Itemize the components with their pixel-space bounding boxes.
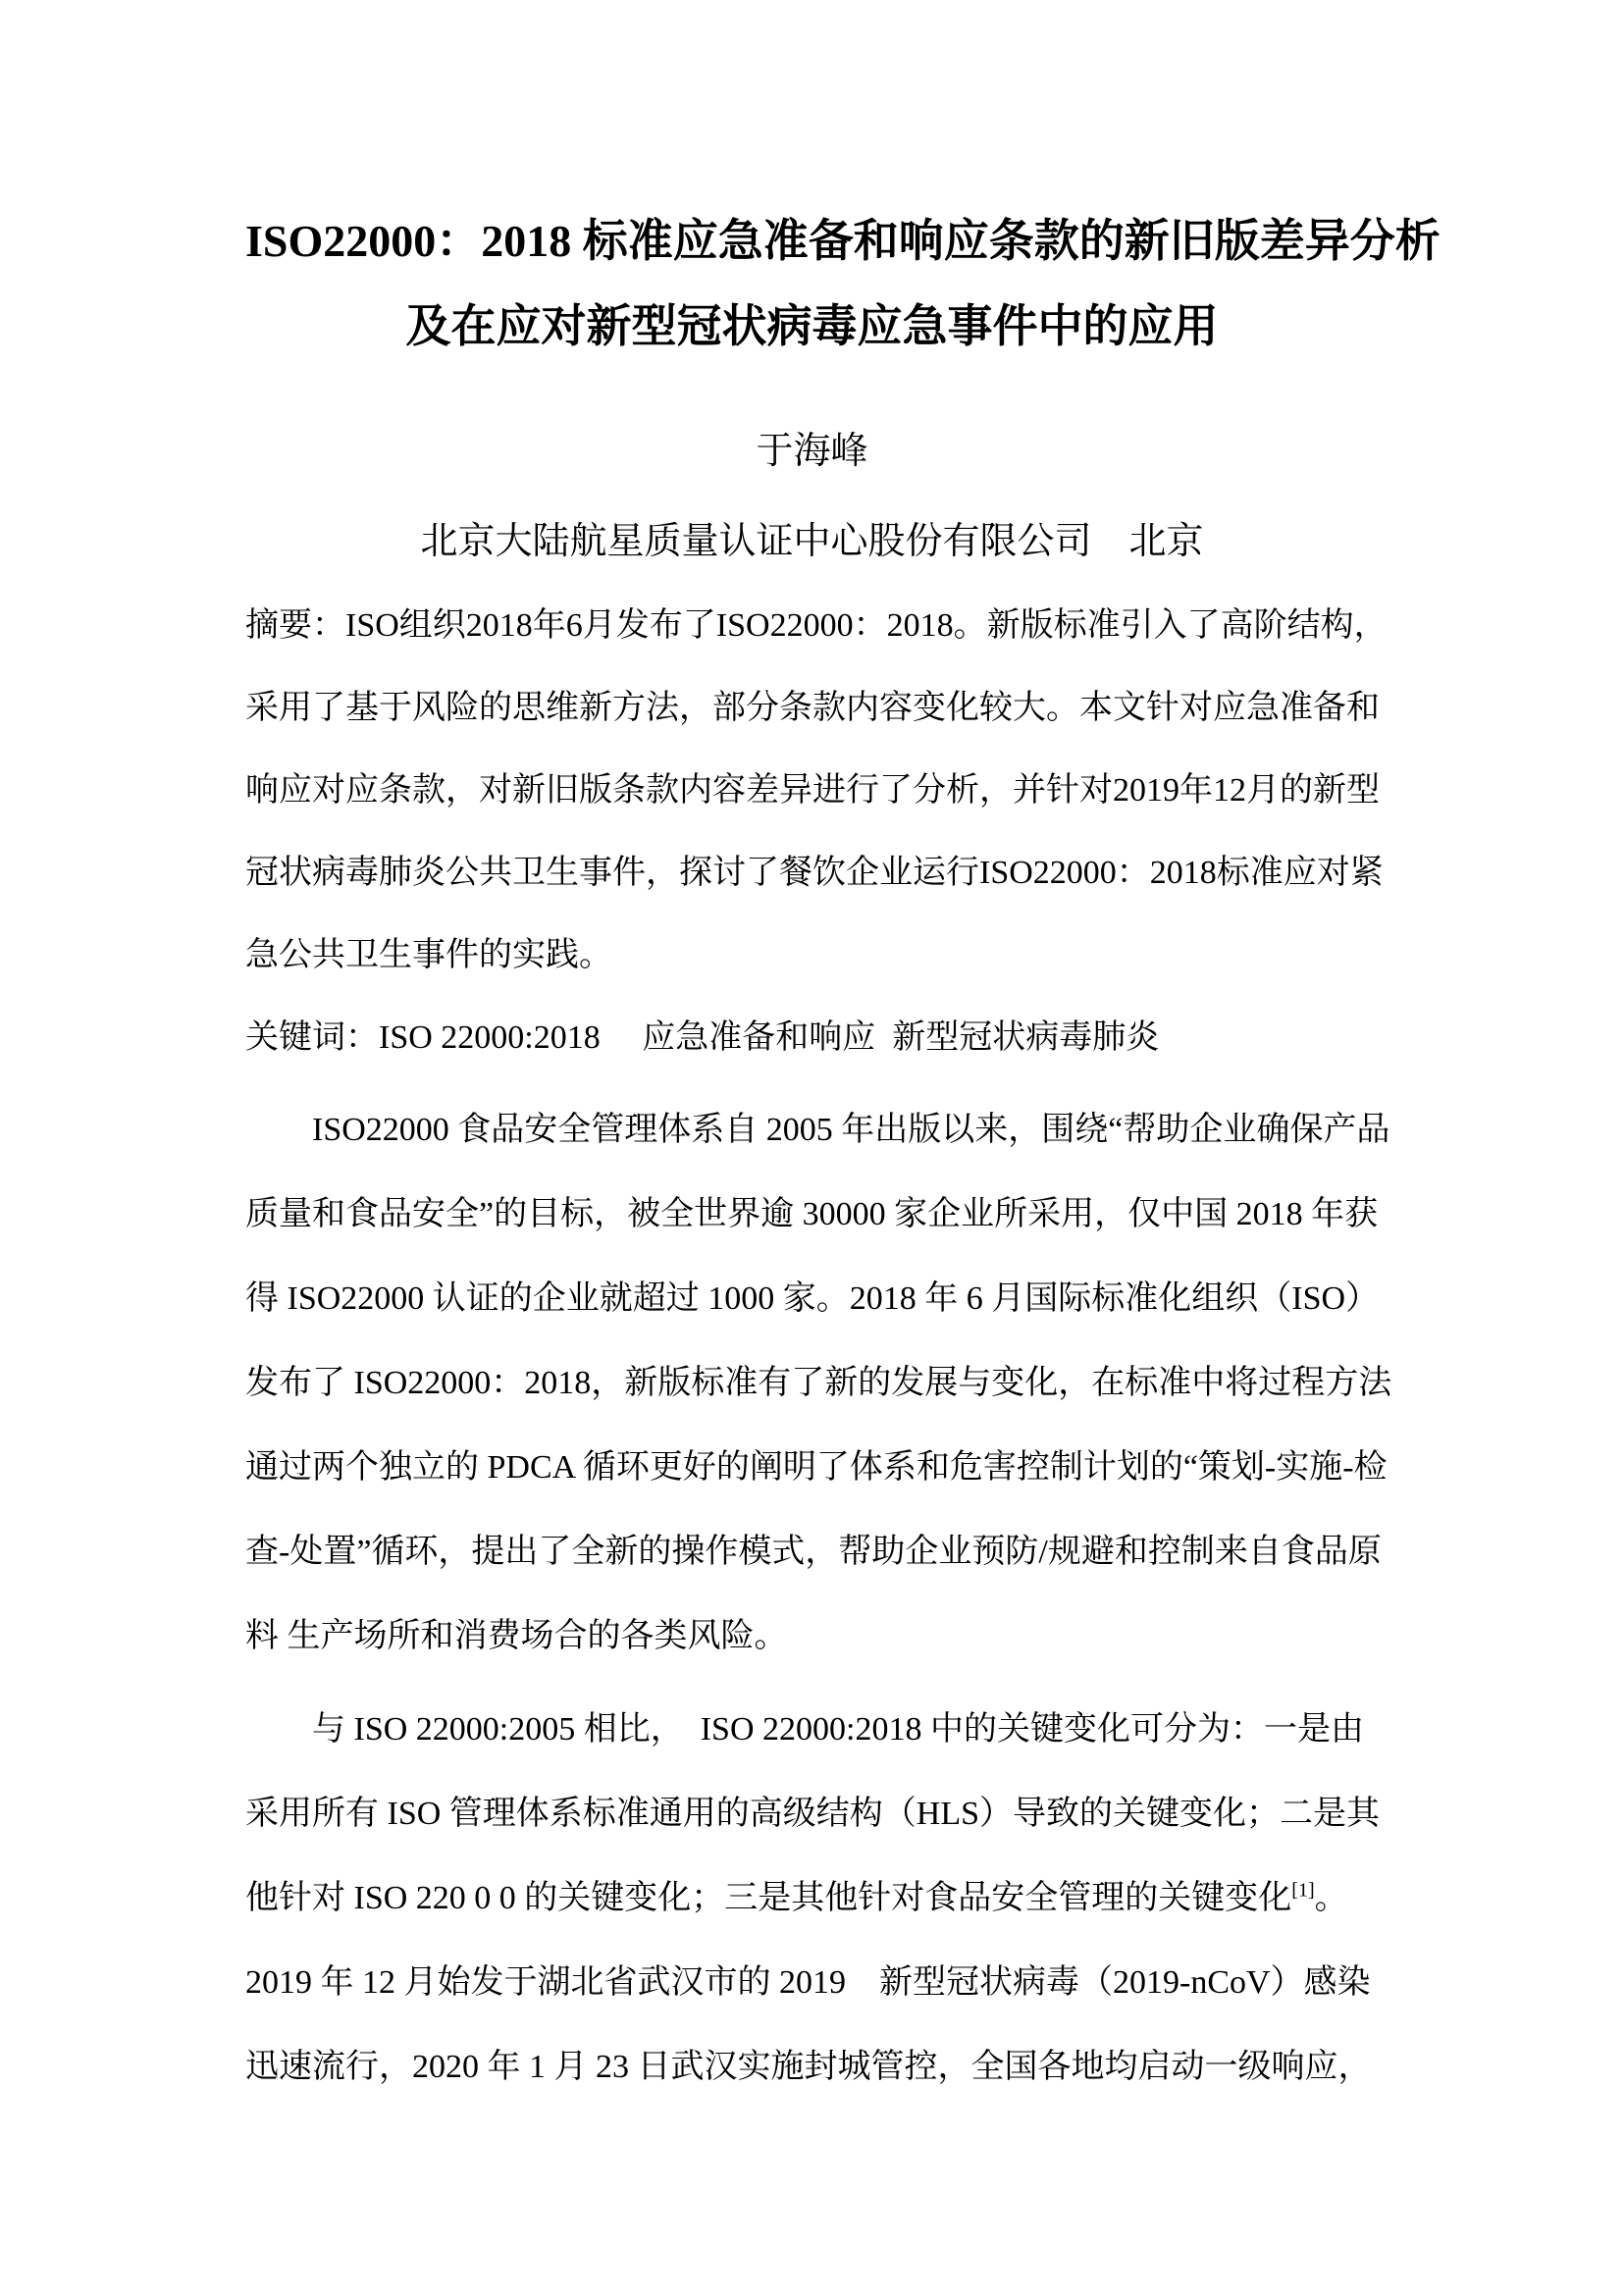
paragraph-2-line: 迅速流行，2020 年 1 月 23 日武汉实施封城管控，全国各地均启动一级响应，: [245, 2049, 1372, 2085]
abstract-line: 采用了基于风险的思维新方法，部分条款内容变化较大。本文针对应急准备和: [245, 690, 1380, 726]
paragraph-2-line: 与 ISO 22000:2005 相比， ISO 22000:2018 中的关键变化可分为：一是由: [312, 1711, 1364, 1748]
paper-title-line-1: ISO22000：2018 标准应急准备和响应条款的新旧版差异分析: [245, 216, 1441, 266]
footnote-reference-1: [1]: [1291, 1879, 1315, 1902]
paragraph-2-line: 采用所有 ISO 管理体系标准通用的高级结构（HLS）导致的关键变化；二是其: [245, 1796, 1381, 1832]
paragraph-2-line: 2019 年 12 月始发于湖北省武汉市的 2019 新型冠状病毒（2019-nCoV）感染: [245, 1964, 1371, 2001]
paragraph-1-line: 得 ISO22000 认证的企业就超过 1000 家。2018 年 6 月国际标准化组织（ISO）: [245, 1280, 1380, 1317]
abstract-line: 冠状病毒肺炎公共卫生事件，探讨了餐饮企业运行ISO22000：2018标准应对紧: [245, 855, 1384, 891]
paragraph-1-line: 发布了 ISO22000：2018，新版标准有了新的发展与变化，在标准中将过程方法: [245, 1365, 1392, 1401]
abstract-section: [245, 585, 1388, 1079]
paper-title-line-2: 及在应对新型冠状病毒应急事件中的应用: [405, 301, 1219, 351]
paragraph-2-line-text: 他针对 ISO 220 0 0 的关键变化；三是其他针对食品安全管理的关键变化: [245, 1880, 1292, 1916]
author-name: 于海峰: [756, 431, 868, 472]
paragraph-2-line: [245, 1856, 1379, 1941]
paragraph-1-line: 查-处置”循环，提出了全新的操作模式，帮助企业预防/规避和控制来自食品原: [245, 1534, 1382, 1570]
abstract-line: 急公共卫生事件的实践。: [245, 937, 612, 973]
paragraph-1-line: 质量和食品安全”的目标，被全世界逾 30000 家企业所采用，仅中国 2018 年获: [245, 1196, 1379, 1232]
paragraph-1-line: ISO22000 食品安全管理体系自 2005 年出版以来，围绕“帮助企业确保产品: [312, 1112, 1390, 1148]
paragraph-2: [245, 1688, 1379, 2110]
abstract-line: 摘要：ISO组织2018年6月发布了ISO22000：2018。新版标准引入了高阶结构，: [245, 607, 1388, 644]
keywords-line: 关键词：ISO 22000:2018 应急准备和响应 新型冠状病毒肺炎: [245, 1019, 1160, 1056]
abstract-line: 响应对应条款，对新旧版条款内容差异进行了分析，并针对2019年12月的新型: [245, 772, 1380, 809]
paragraph-2-line-text: 。: [1314, 1880, 1348, 1916]
paragraph-1: [245, 1088, 1392, 1679]
paper-title: [245, 198, 1441, 369]
paragraph-1-line: 料 生产场所和消费场合的各类风险。: [245, 1618, 788, 1654]
paragraph-1-line: 通过两个独立的 PDCA 循环更好的阐明了体系和危害控制计划的“策划-实施-检: [245, 1449, 1388, 1486]
author-affiliation: 北京大陆航星质量认证中心股份有限公司 北京: [420, 521, 1204, 562]
